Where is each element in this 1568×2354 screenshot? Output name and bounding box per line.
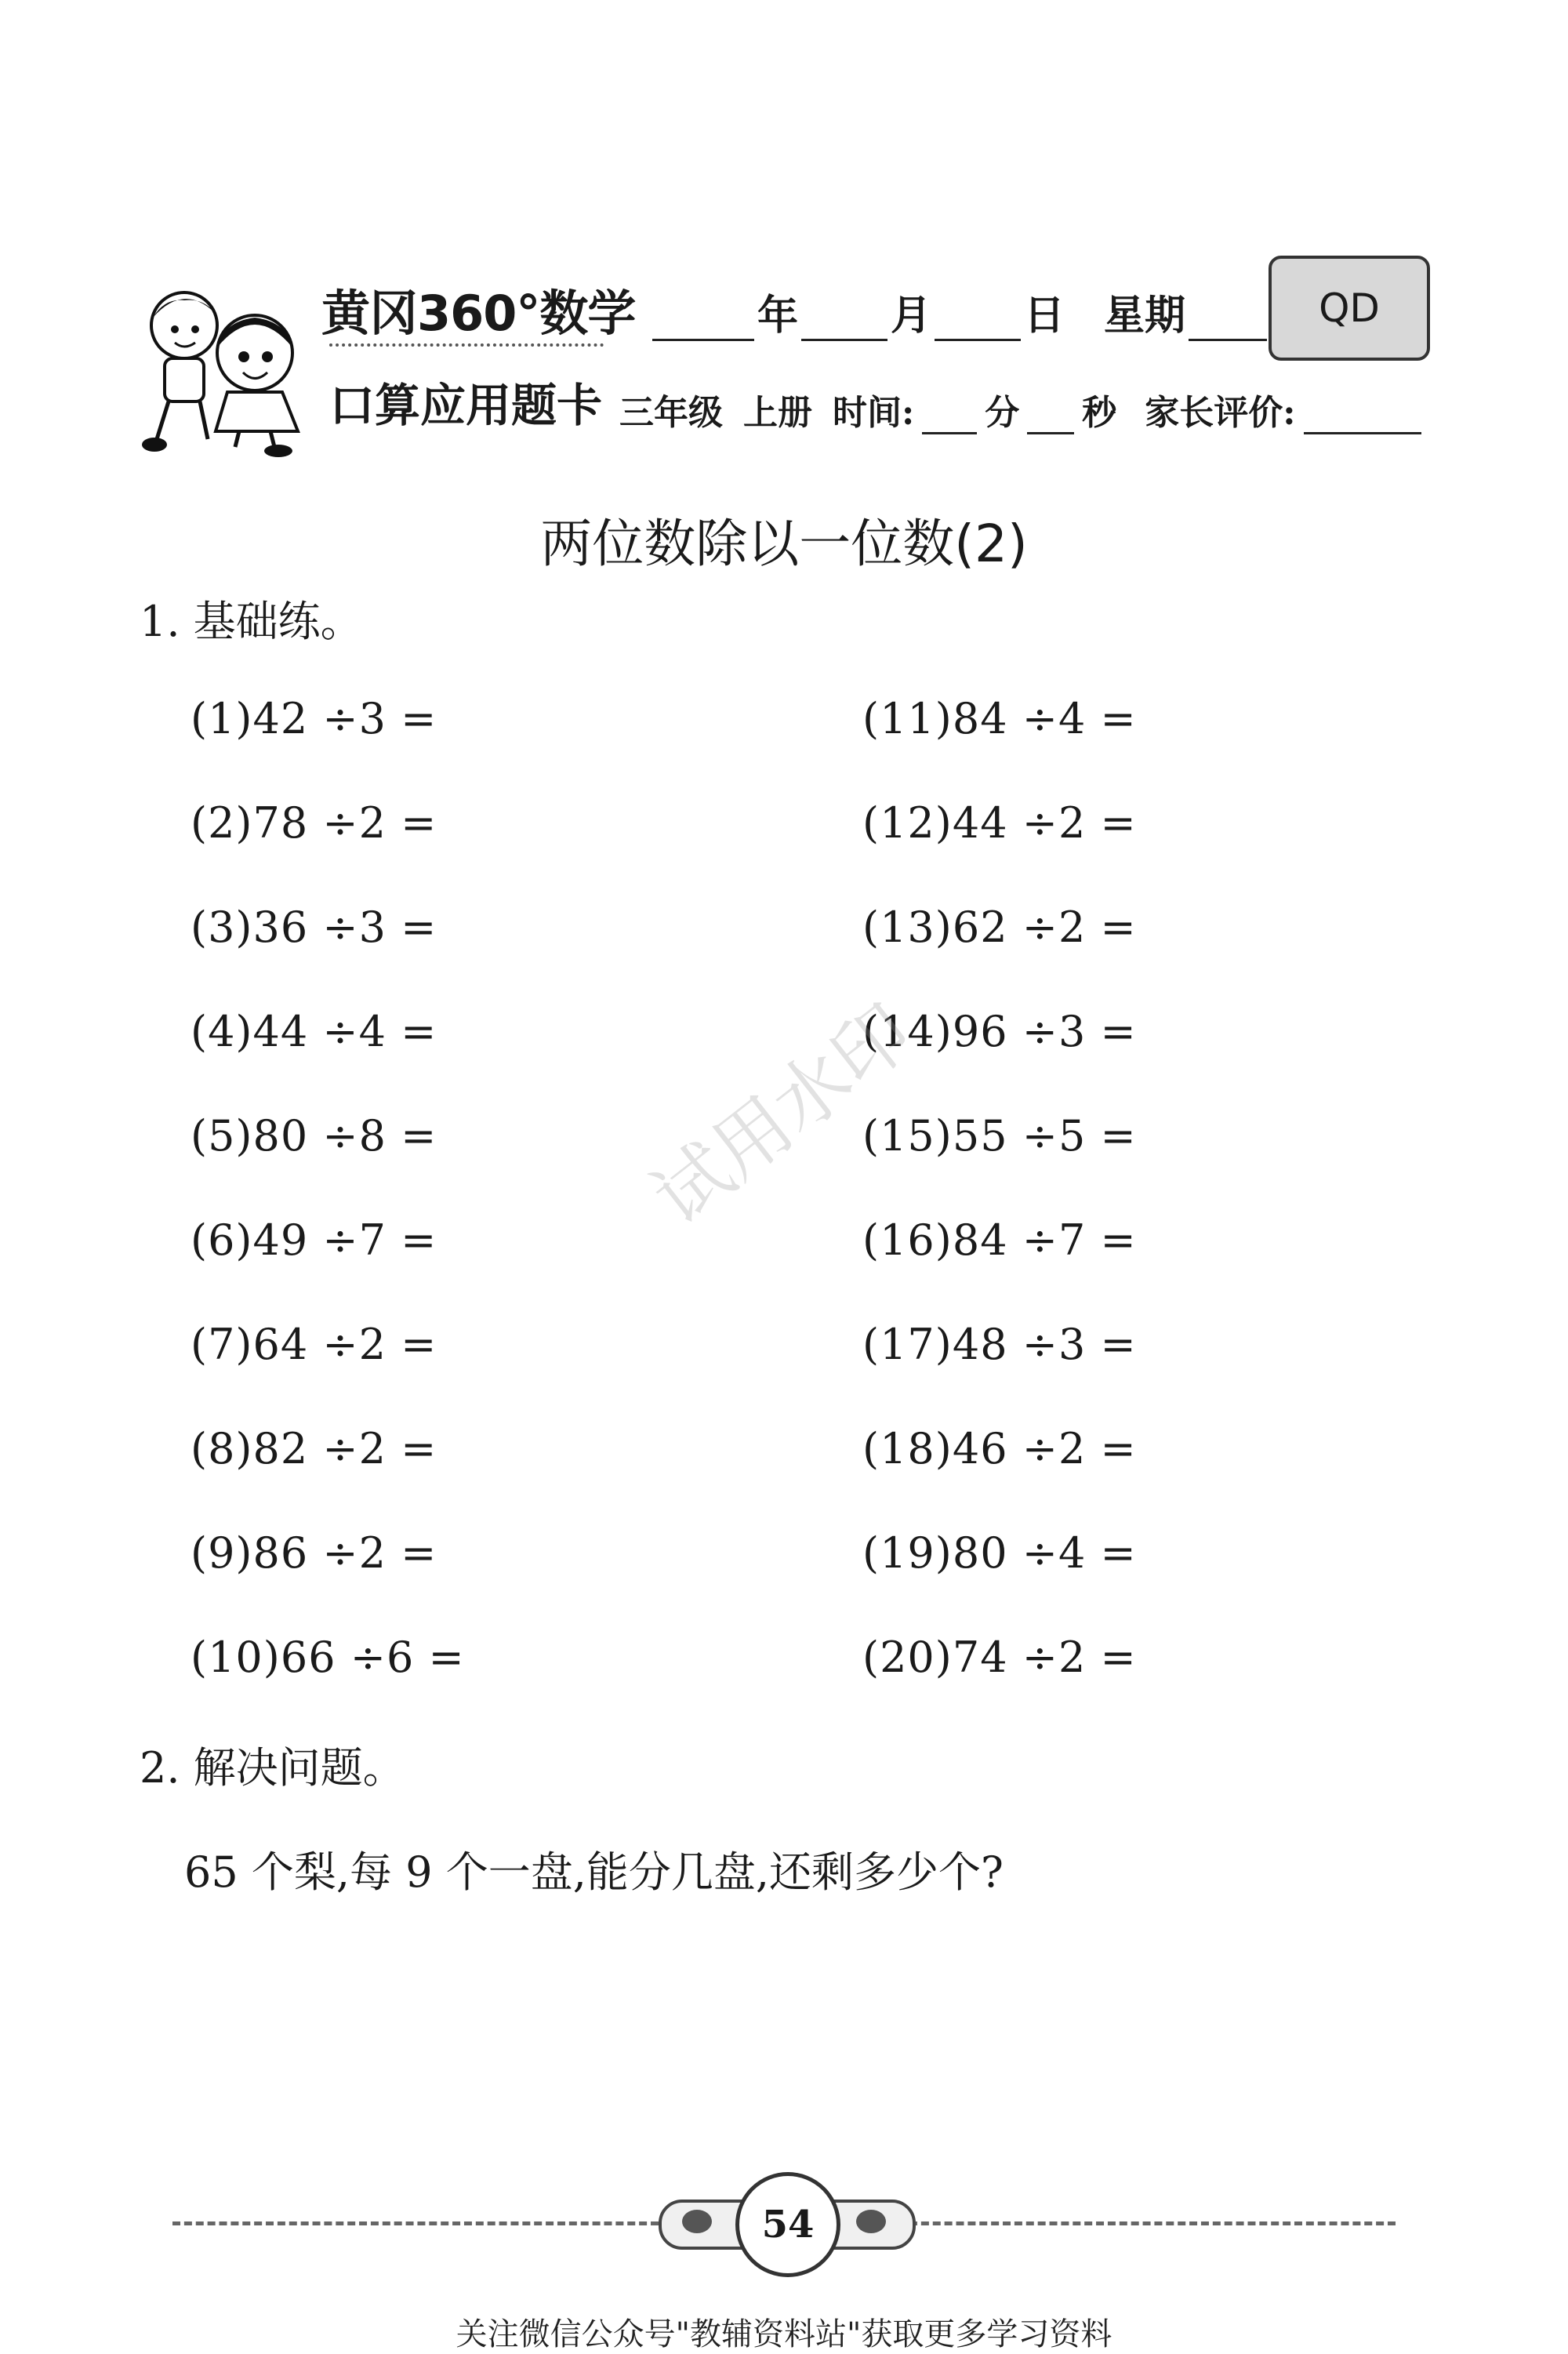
grade-label: 三年级 (619, 393, 723, 433)
problem-12: (12)44 ÷2 = (862, 798, 1137, 848)
kids-mascot-illustration (129, 278, 333, 459)
second-blank[interactable] (1027, 401, 1074, 434)
problem-19: (19)80 ÷4 = (862, 1528, 1137, 1578)
minute-blank[interactable] (922, 401, 977, 434)
parent-eval-blank[interactable] (1304, 401, 1421, 434)
volume-label: 上册 (743, 393, 812, 433)
footer-note: 关注微信公众号"教辅资料站"获取更多学习资料 (456, 2316, 1112, 2352)
date-fields (649, 282, 1270, 341)
brand-subtitle: 口算应用题卡 (329, 379, 603, 432)
time-label: 时间: (833, 393, 915, 433)
problem-10: (10)66 ÷6 = (191, 1633, 465, 1682)
problem-16: (16)84 ÷7 = (862, 1215, 1137, 1265)
word-problem: 65 个梨,每 9 个一盘,能分几盘,还剩多少个? (184, 1847, 1004, 1897)
day-label: 日 (1024, 292, 1065, 340)
day-blank[interactable] (935, 303, 1021, 341)
page-title: 两位数除以一位数(2) (540, 514, 1028, 574)
edition-badge: QD (1269, 256, 1430, 361)
page-number: 54 (735, 2172, 840, 2277)
section2-heading: 2. 解决问题。 (140, 1743, 405, 1793)
problem-2: (2)78 ÷2 = (191, 798, 437, 848)
problem-15: (15)55 ÷5 = (862, 1111, 1137, 1161)
section1-heading: 1. 基础练。 (140, 597, 363, 646)
problem-17: (17)48 ÷3 = (862, 1320, 1137, 1369)
year-label: 年 (757, 292, 799, 340)
problem-7: (7)64 ÷2 = (191, 1320, 437, 1369)
problem-11: (11)84 ÷4 = (862, 694, 1137, 743)
footer-dot-left (682, 2210, 712, 2233)
problem-13: (13)62 ÷2 = (862, 903, 1137, 952)
minute-label: 分 (985, 393, 1020, 433)
problem-9: (9)86 ÷2 = (191, 1528, 437, 1578)
parent-eval-label: 家长评价: (1145, 393, 1296, 433)
problem-4: (4)44 ÷4 = (191, 1007, 437, 1056)
month-label: 月 (891, 292, 932, 340)
problem-8: (8)82 ÷2 = (191, 1424, 437, 1473)
footer-rule-left (172, 2221, 659, 2225)
footer-rule-right (909, 2221, 1396, 2225)
brand-title: 黄冈360°数学 (321, 285, 636, 342)
weekday-label: 星期 (1104, 292, 1186, 340)
problem-6: (6)49 ÷7 = (191, 1215, 437, 1265)
weekday-blank[interactable] (1189, 303, 1267, 341)
month-blank[interactable] (801, 303, 887, 341)
trial-watermark: 试用水印 (637, 987, 928, 1243)
problem-18: (18)46 ÷2 = (862, 1424, 1137, 1473)
brand-divider (329, 343, 604, 347)
year-blank[interactable] (652, 303, 754, 341)
footer-dot-right (856, 2210, 886, 2233)
problem-1: (1)42 ÷3 = (191, 694, 437, 743)
problem-5: (5)80 ÷8 = (191, 1111, 437, 1161)
problem-20: (20)74 ÷2 = (862, 1633, 1137, 1682)
info-fields (619, 384, 1425, 434)
problem-14: (14)96 ÷3 = (862, 1007, 1137, 1056)
second-label: 秒 (1082, 393, 1117, 433)
problem-3: (3)36 ÷3 = (191, 903, 437, 952)
